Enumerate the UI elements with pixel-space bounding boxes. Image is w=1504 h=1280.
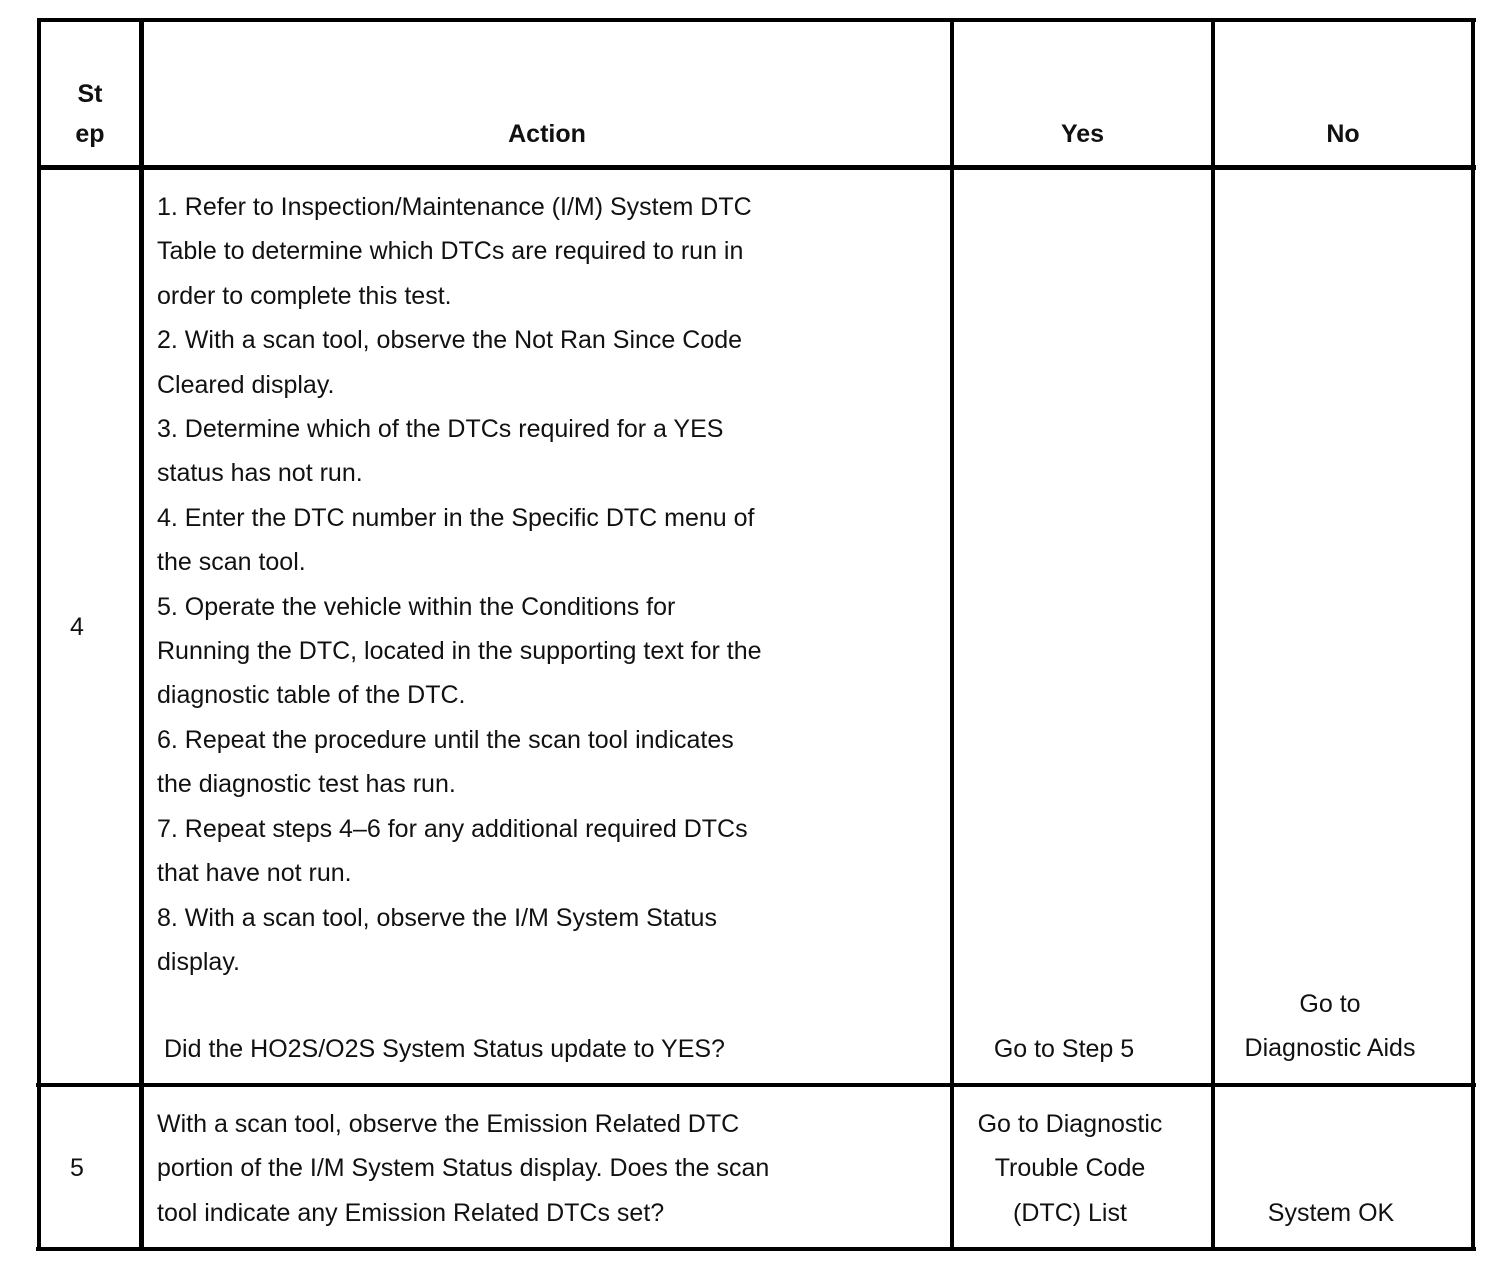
action-line: portion of the I/M System Status display. Does the scan — [157, 1154, 770, 1183]
header-action: Action — [508, 120, 586, 148]
action-line: the diagnostic test has run. — [157, 770, 456, 799]
table-border-top — [38, 18, 1476, 22]
row-yes-result — [954, 1027, 1174, 1071]
table-border-left — [37, 18, 41, 1251]
no-line: Diagnostic Aids — [1244, 1034, 1416, 1063]
action-line: the scan tool. — [157, 548, 306, 577]
row-step-number: 4 — [70, 613, 84, 641]
row-yes-result — [954, 1102, 1186, 1235]
action-line: status has not run. — [157, 459, 363, 488]
header-no: No — [1326, 120, 1360, 148]
header-yes: Yes — [1060, 120, 1105, 148]
action-line: 6. Repeat the procedure until the scan tool indicates — [157, 725, 734, 754]
header-separator — [38, 165, 1476, 170]
action-line: 1. Refer to Inspection/Maintenance (I/M) System DTC — [157, 193, 752, 221]
yes-line: Go to Step 5 — [993, 1035, 1135, 1063]
action-line: that have not run. — [157, 859, 352, 888]
yes-line: Go to Diagnostic — [977, 1110, 1163, 1138]
action-line: 3. Determine which of the DTCs required for a YES — [157, 415, 724, 444]
action-line: 2. With a scan tool, observe the Not Ran Since Code — [157, 326, 743, 355]
row-no-result — [1215, 1191, 1447, 1235]
yes-line: (DTC) List — [1013, 1198, 1127, 1227]
action-line: 7. Repeat steps 4–6 for any additional required DTCs — [157, 814, 748, 843]
row-step-number: 5 — [70, 1154, 84, 1182]
action-line: 5. Operate the vehicle within the Conditions for — [157, 592, 676, 621]
header-step-line2: ep — [75, 120, 105, 148]
row-no-result — [1215, 982, 1445, 1071]
yes-line: Trouble Code — [994, 1154, 1146, 1183]
row-action-steps — [157, 1102, 769, 1235]
no-line: Go to — [1299, 990, 1361, 1018]
table-border-right — [1471, 18, 1475, 1251]
table-border-bottom — [36, 1247, 1476, 1251]
column-divider-step — [139, 18, 144, 1251]
no-line: System OK — [1267, 1199, 1395, 1227]
header-step-line1: St — [77, 80, 103, 108]
row-separator — [36, 1083, 1476, 1087]
action-line: order to complete this test. — [157, 281, 452, 310]
row-action-steps — [157, 185, 762, 984]
action-line: tool indicate any Emission Related DTCs set? — [157, 1198, 665, 1227]
action-line: Table to determine which DTCs are required to run in — [157, 237, 744, 266]
action-line: diagnostic table of the DTC. — [157, 681, 466, 710]
action-line: Cleared display. — [157, 370, 335, 399]
header-step — [41, 74, 139, 154]
action-line: With a scan tool, observe the Emission Related DTC — [157, 1110, 740, 1138]
action-line: 8. With a scan tool, observe the I/M System Status — [157, 903, 717, 932]
action-line: display. — [157, 947, 240, 976]
action-line: 4. Enter the DTC number in the Specific DTC menu of — [157, 503, 755, 532]
row-question: Did the HO2S/O2S System Status update to YES? — [164, 1035, 725, 1063]
action-line: Running the DTC, located in the supporting text for the — [157, 637, 762, 666]
